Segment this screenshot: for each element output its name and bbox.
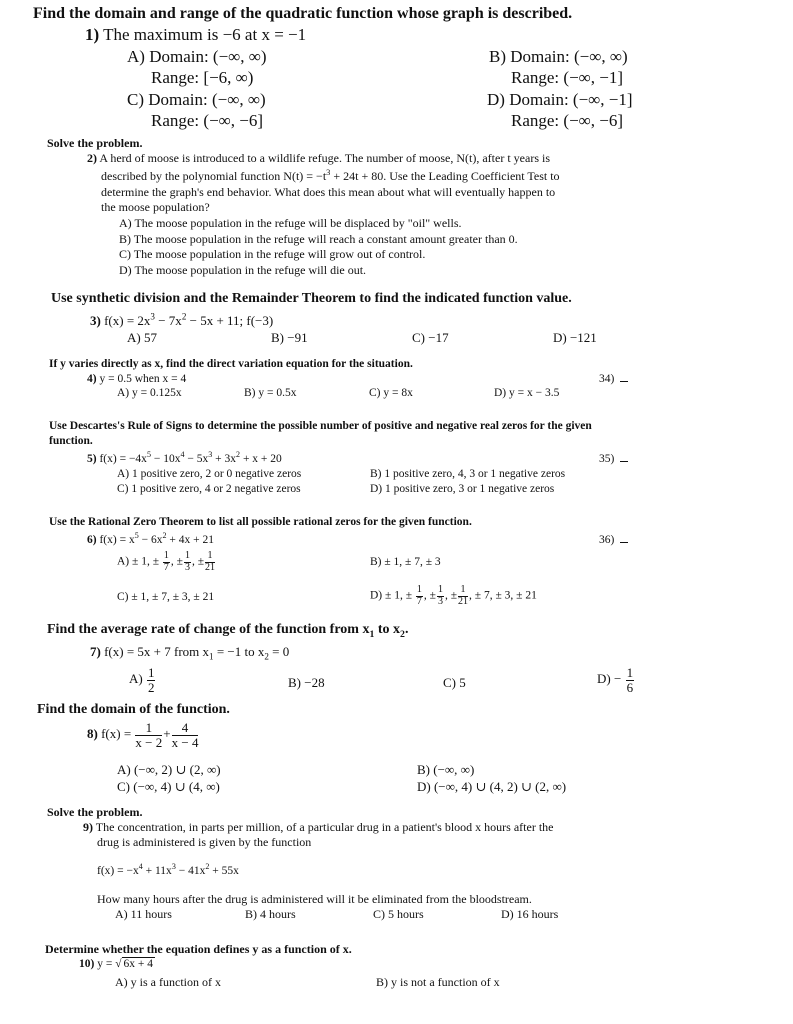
answer-line xyxy=(620,381,628,382)
answer-number: 36) xyxy=(599,534,615,546)
denominator: 21 xyxy=(205,561,216,573)
q1-option-c-domain: C) Domain: (−∞, ∞) xyxy=(127,90,266,109)
function-part: − 5x + 11; f(−3) xyxy=(186,313,274,328)
denominator: 21 xyxy=(458,595,469,607)
question-number: 8) xyxy=(87,726,98,742)
fraction xyxy=(172,721,199,749)
q8-option-d: D) (−∞, 4) ∪ (4, 2) ∪ (2, ∞) xyxy=(417,779,567,794)
q9-function xyxy=(97,862,239,877)
q6-option-b: B) ± 1, ± 7, ± 3 xyxy=(370,556,441,568)
q2-option-c: C) The moose population in the refuge will grow out of control. xyxy=(119,247,426,261)
fraction xyxy=(163,551,170,573)
q9-text: The concentration, in parts per million, of a particular drug in a patient's blood x hours after the xyxy=(95,820,554,834)
question-number: 2) xyxy=(87,151,97,165)
q1-option-a-range: Range: [−6, ∞) xyxy=(151,68,254,87)
q9-heading: Solve the problem. xyxy=(47,805,143,819)
answer-number: 35) xyxy=(599,453,615,465)
q10-heading: Determine whether the equation defines y as a function of x. xyxy=(45,942,352,956)
question-1-stem xyxy=(85,25,306,45)
question-number: 9) xyxy=(83,820,93,834)
question-7-stem xyxy=(90,644,289,660)
option-rest: , ± 7, ± 3, ± 21 xyxy=(469,589,537,602)
denominator: 3 xyxy=(437,595,443,607)
plus-sign: + xyxy=(163,726,171,742)
denominator: 2 xyxy=(147,679,155,695)
fraction xyxy=(626,666,635,694)
question-4-stem xyxy=(87,373,186,385)
q4-option-a: A) y = 0.125x xyxy=(117,387,182,399)
numerator: 1 xyxy=(184,550,190,561)
denominator: 7 xyxy=(416,595,422,607)
q3-option-c: C) −17 xyxy=(412,330,449,345)
square-root xyxy=(115,958,155,970)
fraction xyxy=(416,585,423,607)
function-part: f(x) = x xyxy=(99,534,135,546)
q2-line-1 xyxy=(87,151,550,166)
question-number: 5) xyxy=(87,453,97,465)
numerator: 1 xyxy=(458,585,468,597)
q2-text-line: A herd of moose is introduced to a wildlife refuge. The number of moose, N(t), after t years is xyxy=(99,151,550,165)
plus-minus: ± xyxy=(197,555,205,568)
q6-option-a: A) ± 1, ± $\frac{1}{7}$ , ± $\frac{1}{3}$ , ± $\frac{1}{21}$ xyxy=(117,550,216,573)
radicand: 6x + 4 xyxy=(123,958,154,970)
exponent: 2 xyxy=(162,531,167,541)
q1-option-b-range: Range: (−∞, −1] xyxy=(511,68,624,87)
numerator: 1 xyxy=(163,550,169,561)
stem-text: f(x) = 5x + 7 from x xyxy=(104,644,210,659)
fraction xyxy=(458,585,468,607)
q3-option-a: A) 57 xyxy=(127,330,157,345)
q2-option-b: B) The moose population in the refuge will reach a constant amount greater than 0. xyxy=(119,232,518,246)
q8-option-c: C) (−∞, 4) ∪ (4, ∞) xyxy=(117,779,220,794)
radical-sign-icon: √ xyxy=(115,958,122,970)
q8-option-a: A) (−∞, 2) ∪ (2, ∞) xyxy=(117,762,221,777)
numerator: 1 xyxy=(147,665,155,680)
numerator: 1 xyxy=(205,551,215,563)
fraction xyxy=(437,585,444,607)
function-part: − 10x xyxy=(150,453,181,465)
numerator: 4 xyxy=(172,721,199,736)
answer-blank-36 xyxy=(599,534,628,546)
subscript: 1 xyxy=(209,651,214,662)
q2-line-2 xyxy=(101,169,560,184)
q4-heading: If y varies directly as x, find the direct variation equation for the situation. xyxy=(49,358,413,370)
exponent: 3 xyxy=(208,450,213,460)
answer-number: 34) xyxy=(599,373,615,385)
q5-heading-line-2: function. xyxy=(49,435,93,447)
function-part: + 3x xyxy=(212,453,237,465)
q7-option-c: C) 5 xyxy=(443,675,466,690)
q2-text: + 24t + 80. Use the Leading Coefficient Test to xyxy=(330,169,560,183)
q3-heading: Use synthetic division and the Remainder Theorem to find the indicated function value. xyxy=(51,291,572,306)
answer-line xyxy=(620,461,628,462)
option-label: A) xyxy=(129,671,143,687)
q5-heading-line-1: Use Descartes's Rule of Signs to determine the possible number of positive and negative real zeros for the given xyxy=(49,420,592,432)
denominator: 6 xyxy=(626,679,634,695)
exponent: 5 xyxy=(134,531,139,541)
fraction xyxy=(205,551,215,573)
stem-text: = −1 to x xyxy=(213,644,265,659)
question-number: 7) xyxy=(90,644,101,659)
question-number: 1) xyxy=(85,25,100,44)
exponent: 3 xyxy=(171,862,176,872)
q1-heading: Find the domain and range of the quadratic function whose graph is described. xyxy=(33,5,573,22)
q10-option-a: A) y is a function of x xyxy=(115,975,221,989)
q7-option-a xyxy=(129,666,156,694)
heading-text: Find the average rate of change of the function from x xyxy=(47,622,370,637)
function-part: f(x) = −x xyxy=(97,865,139,877)
subscript: 2 xyxy=(264,651,269,662)
q1-option-d-range: Range: (−∞, −6] xyxy=(511,111,624,130)
exponent: 2 xyxy=(205,862,210,872)
q6-heading: Use the Rational Zero Theorem to list all possible rational zeros for the given function. xyxy=(49,516,472,528)
q5-option-a: A) 1 positive zero, 2 or 0 negative zeros xyxy=(117,468,302,480)
q9-option-a: A) 11 hours xyxy=(115,907,172,921)
denominator: x − 2 xyxy=(135,734,163,750)
question-text: The maximum is −6 at x = −1 xyxy=(103,25,307,44)
question-number: 6) xyxy=(87,534,97,546)
q6-option-d: D) ± 1, ± $\frac{1}{7}$ , ± $\frac{1}{3}$ , ± $\frac{1}{21}$ , ± 7, ± 3, ± 21 xyxy=(370,584,537,607)
q8-heading: Find the domain of the function. xyxy=(37,702,230,717)
numerator: 1 xyxy=(626,665,634,680)
heading-text: to x xyxy=(374,622,401,637)
function-part: − 7x xyxy=(154,313,182,328)
exponent: 4 xyxy=(180,450,185,460)
q7-heading xyxy=(47,622,408,638)
q2-line-4: the moose population? xyxy=(101,200,210,214)
heading-text: . xyxy=(404,622,409,637)
fraction xyxy=(135,721,162,749)
option-label: D) ± 1, ± xyxy=(370,589,413,602)
q4-option-b: B) y = 0.5x xyxy=(244,387,297,399)
exponent: 3 xyxy=(326,168,331,177)
q5-option-c: C) 1 positive zero, 4 or 2 negative zeros xyxy=(117,483,301,495)
q7-option-d xyxy=(597,666,635,694)
q1-option-c-range: Range: (−∞, −6] xyxy=(151,111,264,130)
exponent: 2 xyxy=(236,450,241,460)
question-10-stem xyxy=(79,958,155,970)
q1-option-b-domain: B) Domain: (−∞, ∞) xyxy=(489,47,628,66)
answer-line xyxy=(620,542,628,543)
numerator: 1 xyxy=(416,584,422,595)
q6-option-c: C) ± 1, ± 7, ± 3, ± 21 xyxy=(117,591,215,603)
answer-blank-34 xyxy=(599,373,628,385)
function-part: − 5x xyxy=(184,453,209,465)
question-5-stem xyxy=(87,450,282,465)
plus-minus: ± xyxy=(450,589,458,602)
q1-option-d-domain: D) Domain: (−∞, −1] xyxy=(487,90,633,109)
q2-option-d: D) The moose population in the refuge will die out. xyxy=(119,263,367,277)
fraction xyxy=(184,551,191,573)
denominator: 7 xyxy=(163,561,169,573)
q7-option-b: B) −28 xyxy=(288,675,325,690)
question-number: 3) xyxy=(90,313,101,328)
function-part: + x + 20 xyxy=(240,453,282,465)
plus-minus: ± xyxy=(176,555,183,568)
function-part: + 11x xyxy=(142,865,172,877)
question-6-stem xyxy=(87,531,214,546)
exponent: 3 xyxy=(150,311,155,322)
q1-option-a-domain: A) Domain: (−∞, ∞) xyxy=(127,47,267,66)
fraction xyxy=(147,666,156,694)
question-number: 4) xyxy=(87,373,97,385)
stem-text: = 0 xyxy=(268,644,290,659)
exponent: 4 xyxy=(138,862,143,872)
question-8-stem xyxy=(87,721,199,749)
exponent: 2 xyxy=(181,311,187,322)
equation-lhs: y = xyxy=(97,958,113,970)
q5-option-b: B) 1 positive zero, 4, 3 or 1 negative zeros xyxy=(370,468,566,480)
q2-line-3: determine the graph's end behavior. What does this mean about what will eventually happen to xyxy=(101,185,556,199)
denominator: 3 xyxy=(184,561,190,573)
function-part: f(x) = −4x xyxy=(99,453,147,465)
subscript: 2 xyxy=(400,628,405,640)
q2-option-a: A) The moose population in the refuge will be displaced by "oil" wells. xyxy=(119,216,462,230)
plus-minus: ± xyxy=(429,589,436,602)
function-part: + 4x + 21 xyxy=(166,534,214,546)
q5-option-d: D) 1 positive zero, 3 or 1 negative zeros xyxy=(370,483,555,495)
q9-option-c: C) 5 hours xyxy=(373,907,424,921)
question-number: 10) xyxy=(79,958,95,970)
q9-line-2: drug is administered is given by the function xyxy=(97,835,312,849)
q2-heading: Solve the problem. xyxy=(47,136,143,150)
answer-blank-35 xyxy=(599,453,628,465)
exponent: 5 xyxy=(146,450,151,460)
q3-option-b: B) −91 xyxy=(271,330,308,345)
function-label: f(x) = xyxy=(101,726,132,742)
function-part: f(x) = 2x xyxy=(104,313,151,328)
question-text: y = 0.5 when x = 4 xyxy=(99,373,187,385)
option-label: D) − xyxy=(597,671,622,687)
q4-option-c: C) y = 8x xyxy=(369,387,413,399)
question-3-stem xyxy=(90,313,273,329)
function-part: − 6x xyxy=(138,534,163,546)
denominator: x − 4 xyxy=(171,734,199,750)
q4-option-d: D) y = x − 3.5 xyxy=(494,387,560,399)
q10-option-b: B) y is not a function of x xyxy=(376,975,500,989)
subscript: 1 xyxy=(369,628,375,640)
q3-option-d: D) −121 xyxy=(553,330,597,345)
numerator: 1 xyxy=(135,721,162,736)
q9-option-d: D) 16 hours xyxy=(501,907,559,921)
q2-text: described by the polynomial function N(t) = −t xyxy=(101,169,327,183)
q9-line-1 xyxy=(83,820,553,835)
function-part: + 55x xyxy=(209,865,239,877)
q8-option-b: B) (−∞, ∞) xyxy=(417,762,475,777)
q9-option-b: B) 4 hours xyxy=(245,907,296,921)
option-label: A) ± 1, ± xyxy=(117,555,160,568)
function-part: − 41x xyxy=(175,865,206,877)
q9-question: How many hours after the drug is administered will it be eliminated from the bloodstream. xyxy=(97,892,532,906)
numerator: 1 xyxy=(437,584,443,595)
